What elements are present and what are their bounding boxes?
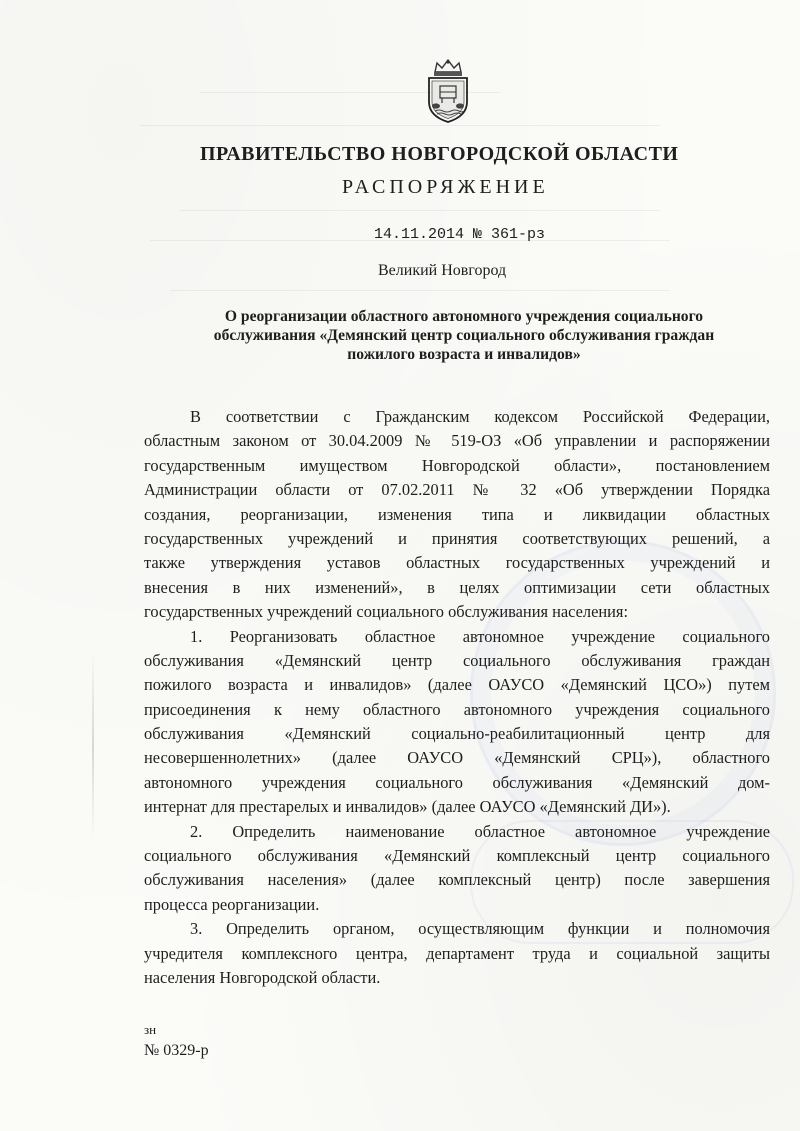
body-line: внесения в них изменений», в целях оптимизации сети областных bbox=[144, 577, 770, 597]
body-line: пожилого возраста и инвалидов» (далее ОАУСО «Демянский ЦСО») путем bbox=[144, 675, 770, 695]
bleed-through-line bbox=[170, 290, 670, 291]
body-line: В соответствии с Гражданским кодексом Российской Федерации, bbox=[190, 407, 770, 426]
body-line: обслуживания «Демянский социально-реабилитационный центр для bbox=[144, 724, 770, 744]
executor-initials: зн bbox=[144, 1022, 157, 1037]
body-line: обслуживания населения» (далее комплексный центр) после завершения bbox=[144, 870, 770, 890]
body-line: 1. Реорганизовать областное автономное учреждение социального bbox=[190, 626, 770, 646]
body-line: Администрации области от 07.02.2011 № 32 «Об утверждении Порядка bbox=[144, 480, 770, 500]
body-line: государственным имуществом Новгородской области», постановлением bbox=[144, 455, 770, 475]
body-line: также утверждения уставов областных государственных учреждений и bbox=[144, 553, 770, 573]
body-line: несовершеннолетних» (далее ОАУСО «Демянский СРЦ»), областного bbox=[144, 748, 770, 768]
government-title: ПРАВИТЕЛЬСТВО НОВГОРОДСКОЙ ОБЛАСТИ bbox=[200, 143, 679, 165]
body-line: создания, реорганизации, изменения типа и ликвидации областных bbox=[144, 504, 770, 524]
subject-line: обслуживания «Демянский центр социального обслуживания граждан bbox=[213, 327, 715, 344]
body-line: обслуживания «Демянский центр социального обслуживания граждан bbox=[144, 650, 770, 670]
registration-number: № 0329-р bbox=[144, 1042, 209, 1059]
body-line: автономного учреждения социального обслуживания «Демянский дом- bbox=[144, 772, 770, 792]
bleed-through-line bbox=[180, 210, 660, 211]
scan-margin-mark bbox=[92, 650, 94, 840]
body-line: 3. Определить органом, осуществляющим функции и полномочия bbox=[190, 919, 770, 939]
order-body bbox=[144, 405, 770, 990]
body-line: процесса реорганизации. bbox=[144, 894, 320, 914]
order-date-number: 14.11.2014 № 361-рз bbox=[374, 226, 546, 243]
order-subject bbox=[160, 307, 768, 364]
body-line: населения Новгородской области. bbox=[144, 967, 381, 987]
subject-line: пожилого возраста и инвалидов» bbox=[347, 346, 581, 363]
body-line: государственных учреждений и принятия соответствующих решений, а bbox=[144, 528, 770, 548]
body-line: интернат для престарелых и инвалидов» (далее ОАУСО «Демянский ДИ»). bbox=[144, 797, 671, 817]
body-line: 2. Определить наименование областное автономное учреждение bbox=[190, 821, 770, 841]
document-type-title: РАСПОРЯЖЕНИЕ bbox=[342, 176, 549, 198]
body-line: социального обслуживания «Демянский комплексный центр социального bbox=[144, 846, 770, 866]
body-line: государственных учреждений социального обслуживания населения: bbox=[144, 602, 629, 622]
bleed-through-line bbox=[140, 125, 660, 126]
subject-line: О реорганизации областного автономного учреждения социального bbox=[224, 308, 704, 325]
body-line: присоединения к нему областного автономного учреждения социального bbox=[144, 699, 770, 719]
coat-of-arms-emblem bbox=[423, 58, 473, 124]
body-line: учредителя комплексного центра, департамент труда и социальной защиты bbox=[144, 943, 770, 963]
body-line: областным законом от 30.04.2009 № 519-ОЗ «Об управлении и распоряжении bbox=[144, 431, 770, 451]
city-name: Великий Новгород bbox=[378, 262, 507, 279]
